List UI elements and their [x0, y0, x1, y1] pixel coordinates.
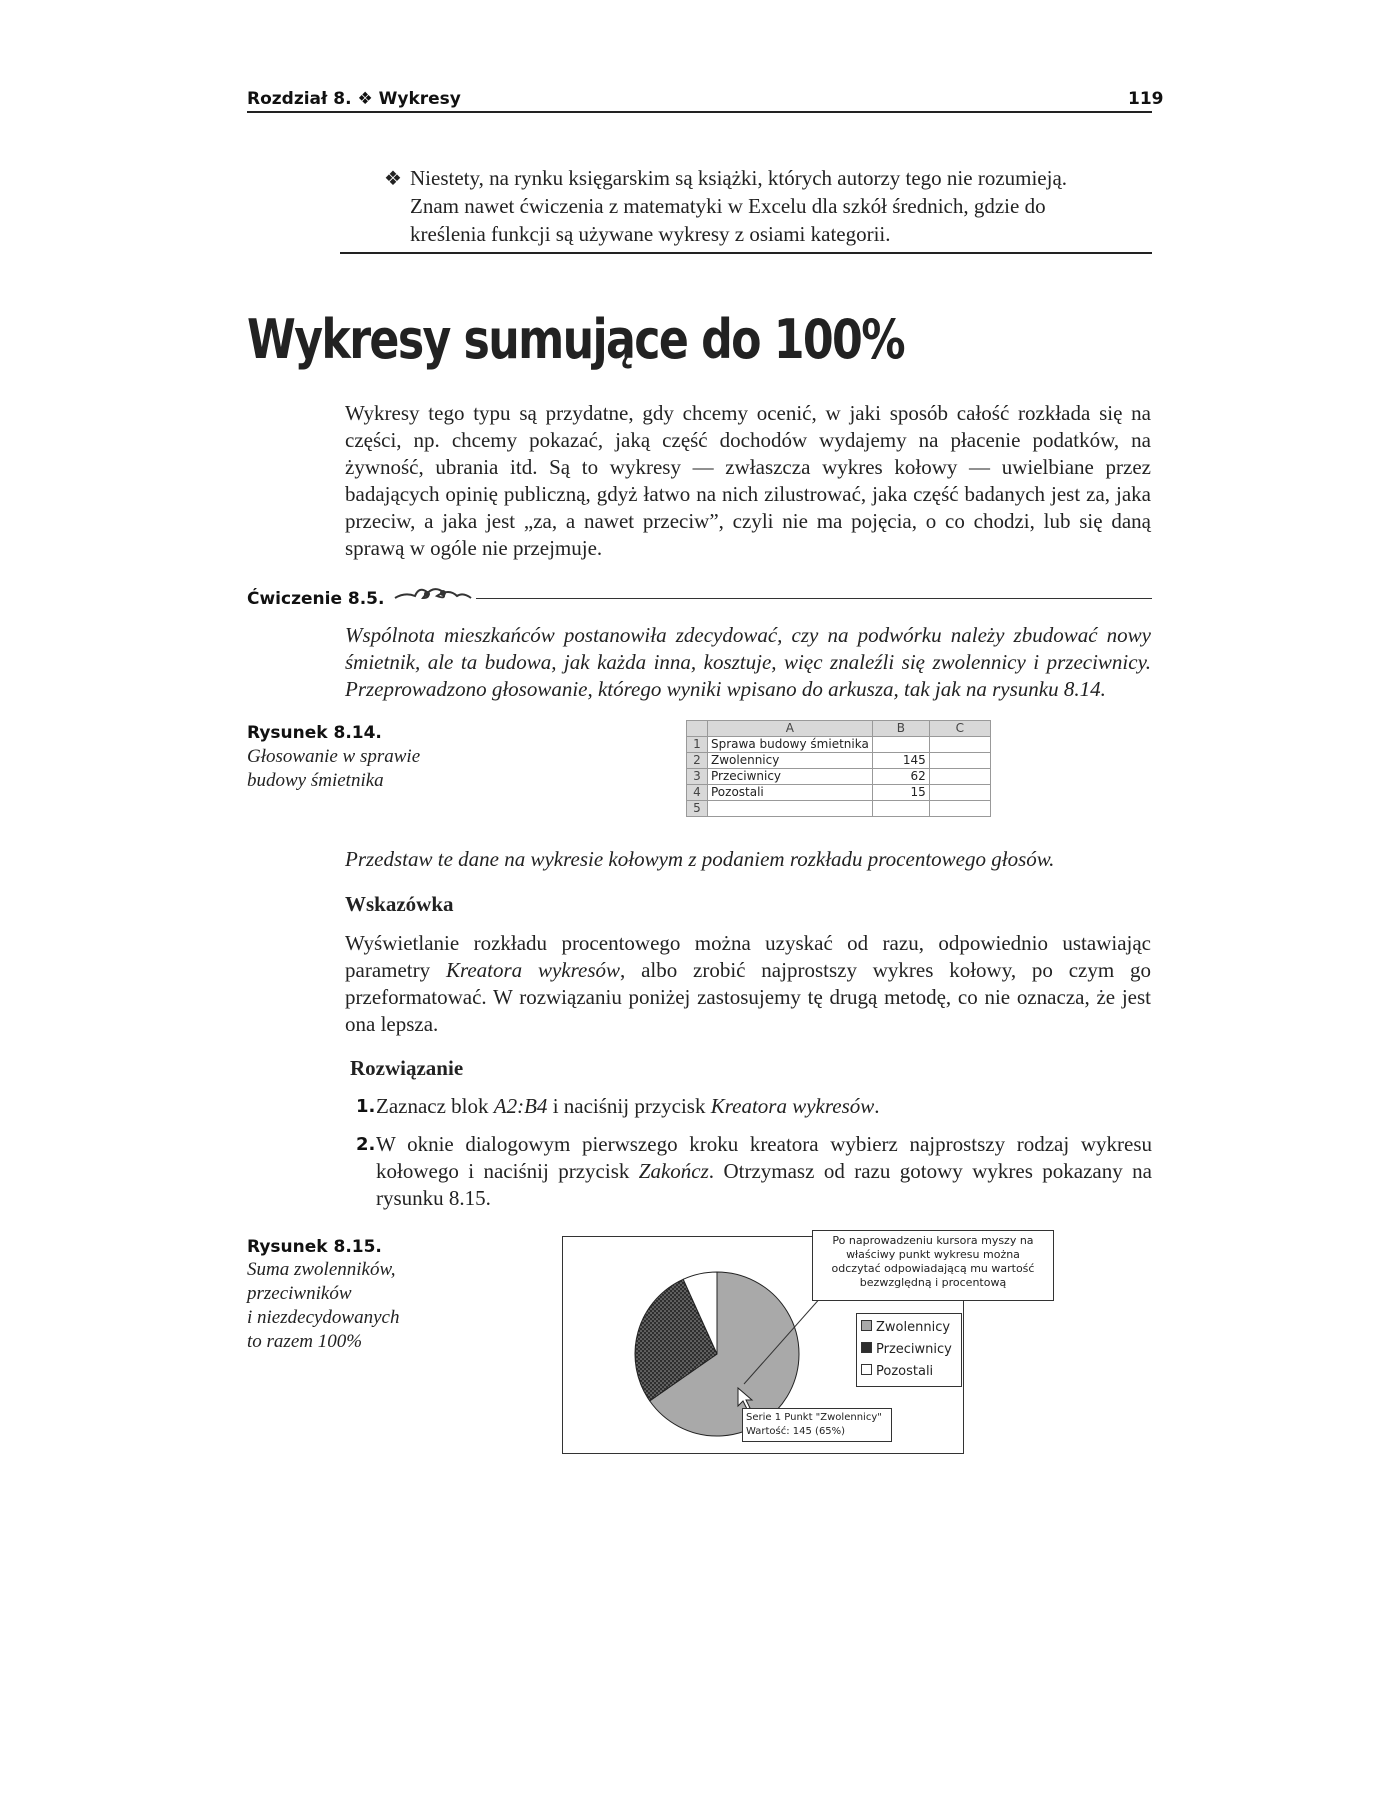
figure14-caption — [247, 745, 420, 793]
legend-label: Zwolennicy — [876, 1320, 951, 1335]
step-em: A2:B4 — [493, 1094, 548, 1118]
row-header[interactable]: 2 — [687, 753, 708, 769]
caption-line: budowy śmietnika — [247, 770, 384, 791]
legend-item — [861, 1339, 957, 1361]
hint-heading: Wskazówka — [345, 892, 454, 916]
table-row — [687, 753, 991, 769]
legend-swatch — [861, 1342, 872, 1353]
hint-post: , albo zrobić najprostszy wykres kołowy, po czym go przeformatować. W rozwiązaniu poniżej zastosujemy tę drugą metodę, co nie oznacza, że jest ona lepsza. — [345, 958, 1151, 1036]
caption-line: Głosowanie w sprawie — [247, 746, 421, 767]
callout-box — [812, 1230, 1054, 1301]
cell[interactable] — [929, 785, 990, 801]
task-text: Przedstaw te dane na wykresie kołowym z podaniem rozkładu procentowego głosów. — [345, 847, 1055, 871]
figure15-caption — [247, 1258, 399, 1354]
callout-line: Po naprowadzeniu kursora myszy na — [832, 1234, 1034, 1247]
step-2 — [376, 1131, 1152, 1212]
tooltip-line: Wartość: 145 (65%) — [746, 1426, 846, 1437]
callout-line: odczytać odpowiadającą mu wartość — [831, 1262, 1035, 1275]
note-rule — [340, 252, 1152, 254]
row-header[interactable]: 1 — [687, 737, 708, 753]
chapter-header: Rozdział 8. ❖ Wykresy — [247, 89, 461, 109]
row-header[interactable]: 4 — [687, 785, 708, 801]
col-header[interactable]: C — [929, 721, 990, 737]
cell[interactable] — [708, 801, 873, 817]
cell[interactable]: Przeciwnicy — [708, 769, 873, 785]
hint-pre: Wyświetlanie rozkładu procentowego można uzyskać od razu, odpowiednio ustawiając parametry — [345, 931, 1151, 982]
note-bullet: ❖ — [384, 168, 402, 190]
step-text: i naciśnij przycisk — [547, 1094, 711, 1118]
step-text: W oknie dialogowym pierwszego kroku kreatora wybierz najprostszy rodzaj wykresu kołowego i naciśnij przycisk — [376, 1132, 1152, 1183]
step-number: 1. — [356, 1096, 376, 1117]
note-text — [410, 164, 1150, 248]
note-line: Niestety, na rynku księgarskim są książki, których autorzy tego nie rozumieją. — [410, 166, 1068, 190]
cell[interactable]: 145 — [872, 753, 929, 769]
caption-line: Suma zwolenników, — [247, 1259, 396, 1280]
header-rule — [247, 111, 1152, 113]
hint-em: Kreatora wykresów — [445, 958, 621, 982]
row-header[interactable]: 5 — [687, 801, 708, 817]
figure14-label: Rysunek 8.14. — [247, 723, 382, 743]
table-row — [687, 801, 991, 817]
note-line: kreślenia funkcji są używane wykresy z osiami kategorii. — [410, 222, 891, 246]
step-1 — [376, 1093, 1152, 1120]
legend-item — [861, 1317, 957, 1339]
legend-label: Pozostali — [876, 1364, 934, 1379]
step-em: Kreatora wykresów — [710, 1094, 875, 1118]
col-header[interactable]: B — [872, 721, 929, 737]
legend-label: Przeciwnicy — [876, 1342, 952, 1357]
intro-paragraph: Wykresy tego typu są przydatne, gdy chcemy ocenić, w jaki sposób całość rozkłada się na części, np. chcemy pokazać, jaką część dochodów wydajemy na płacenie podatków, na żywność, ubrania itd. Są to wykresy — zwłaszcza wykres kołowy — uwielbiane przez badających opinię publiczną, gdyż łatwo na nich zilustrować, jaka część badanych jest za, jaka przeciw, a jaka jest „za, a nawet przeciw”, czyli nie ma pojęcia, o co chodzi, lub się daną sprawą w ogóle nie przejmuje. — [345, 401, 1151, 560]
step-em: Zakończ — [638, 1159, 709, 1183]
exercise-label: Ćwiczenie 8.5. — [247, 589, 385, 609]
hint-text — [345, 930, 1151, 1038]
caption-line: to razem 100% — [247, 1331, 363, 1352]
legend-swatch — [861, 1320, 872, 1331]
cell[interactable] — [929, 737, 990, 753]
step-text: . Otrzymasz od razu gotowy wykres pokazany na rysunku 8.15. — [376, 1159, 1152, 1210]
cell[interactable] — [872, 801, 929, 817]
note-line: Znam nawet ćwiczenia z matematyki w Excelu dla szkół średnich, gdzie do — [410, 194, 1046, 218]
ornament-icon — [393, 582, 473, 604]
row-header[interactable]: 3 — [687, 769, 708, 785]
cell[interactable]: 62 — [872, 769, 929, 785]
step-text: . — [874, 1094, 880, 1118]
cell[interactable] — [872, 737, 929, 753]
caption-line: i niezdecydowanych — [247, 1307, 400, 1328]
page-number: 119 — [1128, 89, 1164, 109]
table-row — [687, 737, 991, 753]
cell[interactable] — [929, 753, 990, 769]
callout-line: bezwzględną i procentową — [859, 1276, 1007, 1289]
exercise-text: Wspólnota mieszkańców postanowiła zdecydować, czy na podwórku należy zbudować nowy śmietnik, ale ta budowa, jak każda inna, kosztuje, więc znaleźli się zwolennicy i przeciwnicy. Przeprowadzono głosowanie, którego wyniki wpisano do arkusza, tak jak na rysunku 8.14. — [345, 623, 1151, 701]
cell[interactable]: Sprawa budowy śmietnika — [708, 737, 873, 753]
cell[interactable]: Pozostali — [708, 785, 873, 801]
step-number: 2. — [356, 1134, 376, 1155]
cell[interactable]: Zwolennicy — [708, 753, 873, 769]
cell[interactable]: 15 — [872, 785, 929, 801]
figure15-label: Rysunek 8.15. — [247, 1237, 382, 1257]
exercise-rule — [476, 598, 1152, 599]
tooltip-line: Serie 1 Punkt "Zwolennicy" — [746, 1412, 882, 1423]
spreadsheet — [686, 720, 991, 817]
legend-item — [861, 1361, 957, 1383]
callout-line: właściwy punkt wykresu można — [846, 1248, 1020, 1261]
data-tooltip — [742, 1408, 892, 1442]
col-header[interactable]: A — [708, 721, 873, 737]
legend[interactable] — [856, 1313, 962, 1387]
table-row — [687, 769, 991, 785]
corner-cell — [687, 721, 708, 737]
step-text: Zaznacz blok — [376, 1094, 494, 1118]
legend-swatch — [861, 1364, 872, 1375]
cell[interactable] — [929, 801, 990, 817]
section-title: Wykresy sumujące do 100% — [247, 308, 904, 371]
caption-line: przeciwników — [247, 1283, 352, 1304]
table-row — [687, 785, 991, 801]
solution-heading: Rozwiązanie — [350, 1056, 464, 1080]
cell[interactable] — [929, 769, 990, 785]
